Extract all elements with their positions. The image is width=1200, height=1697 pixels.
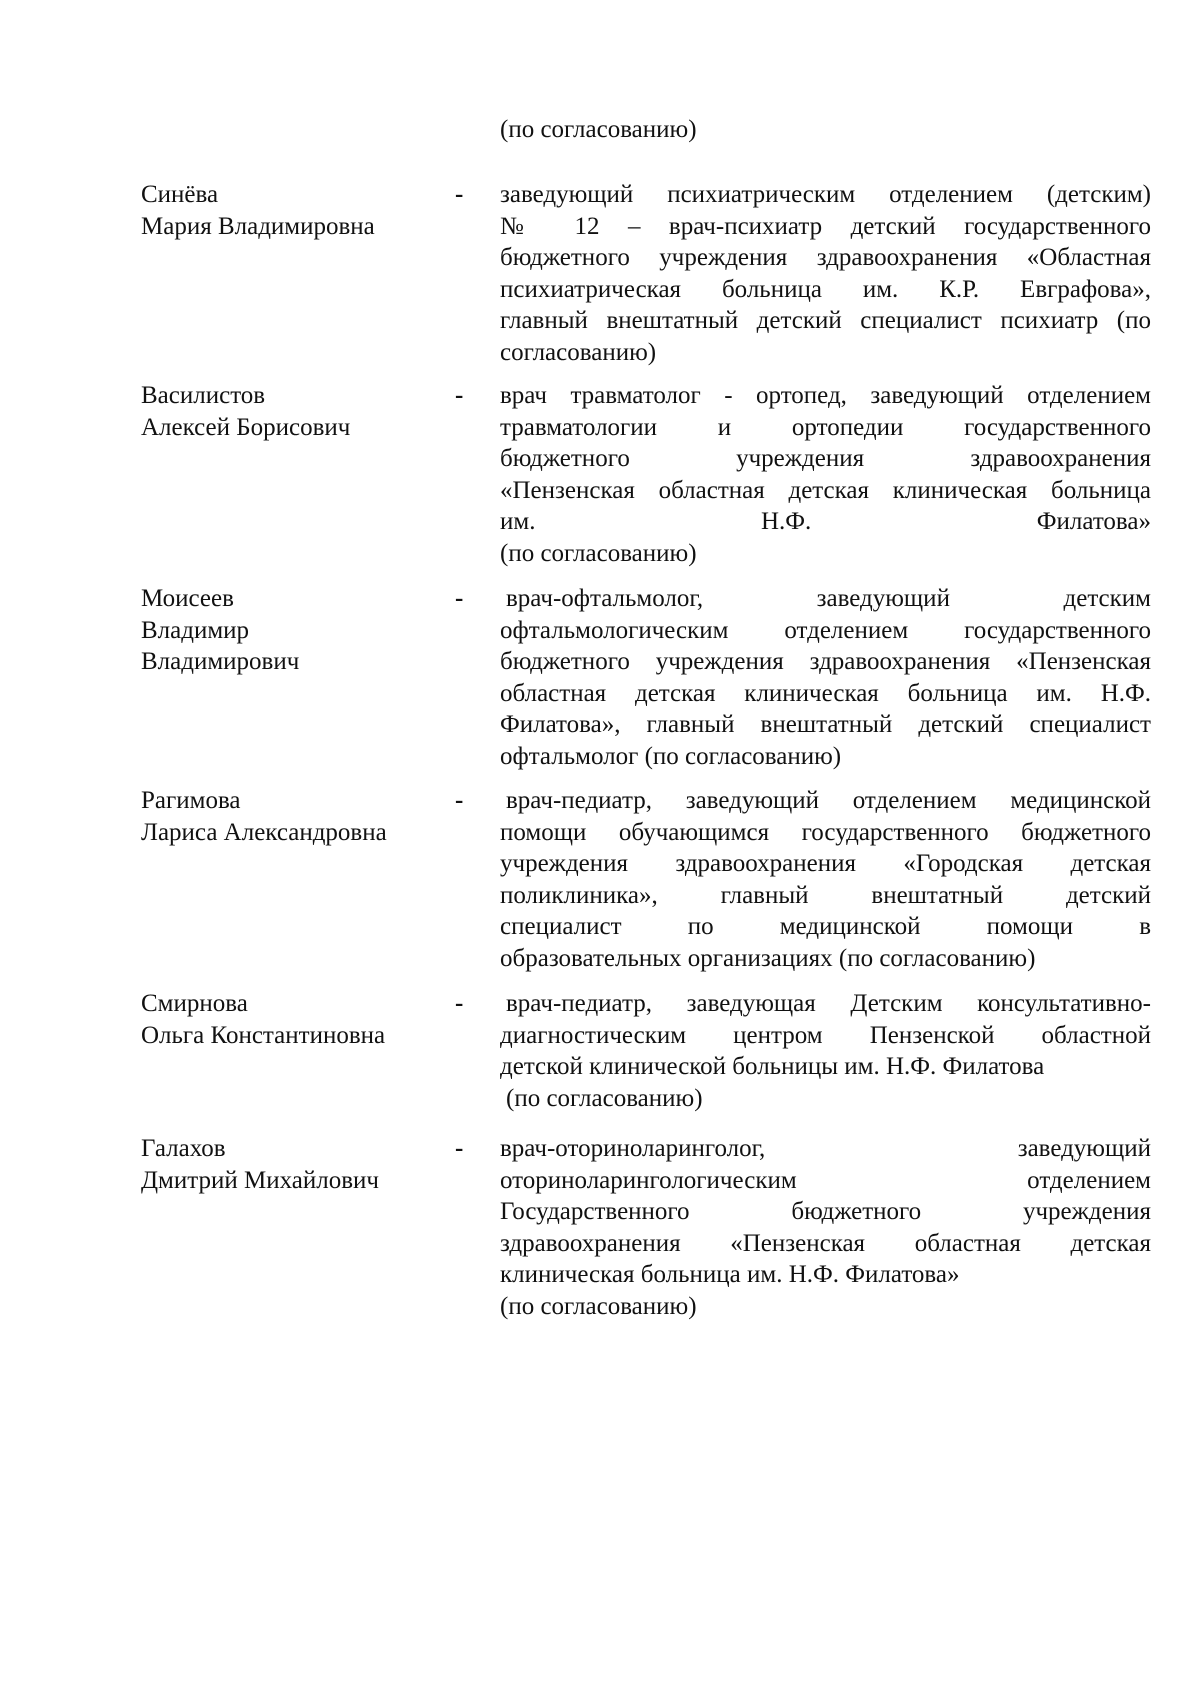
- separator-dash: -: [455, 787, 464, 814]
- member-given-name: Ольга Константиновна: [141, 1021, 386, 1049]
- position-line: здравоохранения «Пензенская областная детская: [500, 1229, 1151, 1257]
- position-line: врач-педиатр, заведующая Детским консультативно-: [506, 990, 1151, 1017]
- member-patronymic: Владимирович: [141, 648, 300, 675]
- separator-dash: -: [455, 1135, 464, 1162]
- position-line: Государственного бюджетного учреждения: [500, 1198, 1151, 1225]
- member-surname: Смирнова: [141, 990, 248, 1017]
- member-name: [141, 1133, 441, 1196]
- position-line: областная детская клиническая больница им. Н.Ф.: [500, 679, 1151, 707]
- member-position: [500, 988, 1151, 1114]
- member-given-name: Владимир: [141, 616, 250, 644]
- position-line: специалист по медицинской помощи в: [500, 913, 1151, 940]
- separator-dash: -: [455, 585, 464, 612]
- position-line: врач-офтальмолог, заведующий детским: [506, 585, 1151, 612]
- member-given-name: Дмитрий Михайлович: [141, 1166, 379, 1194]
- member-name: [141, 583, 441, 678]
- position-line: клиническая больница им. Н.Ф. Филатова»: [500, 1261, 960, 1288]
- member-name: [141, 380, 441, 443]
- member-given-name: Лариса Александровна: [141, 818, 387, 846]
- position-line: (по согласованию): [500, 539, 697, 567]
- position-line: (по согласованию): [500, 1292, 697, 1320]
- member-name: [141, 179, 441, 242]
- position-line: офтальмолог (по согласованию): [500, 742, 842, 770]
- member-given-name: Мария Владимировна: [141, 212, 375, 240]
- position-line: (по согласованию): [506, 1084, 703, 1112]
- member-surname: Рагимова: [141, 787, 241, 814]
- position-line: главный внештатный детский специалист психиатр (по: [500, 307, 1151, 334]
- position-line: врач-педиатр, заведующий отделением медицинской: [506, 787, 1151, 814]
- member-name: [141, 988, 441, 1051]
- position-line: врач травматолог - ортопед, заведующий отделением: [500, 382, 1151, 409]
- position-line: врач-оториноларинголог, заведующий: [500, 1135, 1151, 1162]
- position-line: № 12 – врач-психиатр детский государственного: [500, 212, 1151, 240]
- member-position: [500, 583, 1151, 772]
- member-position: [500, 1133, 1151, 1322]
- position-line: Филатова», главный внештатный детский специалист: [500, 711, 1151, 738]
- position-line: помощи обучающимся государственного бюджетного: [500, 818, 1151, 846]
- member-surname: Моисеев: [141, 585, 234, 612]
- position-line: согласованию): [500, 338, 657, 366]
- position-line: детской клинической больницы им. Н.Ф. Филатова: [500, 1053, 1045, 1080]
- position-line: бюджетного учреждения здравоохранения «Областная: [500, 244, 1151, 271]
- position-line: бюджетного учреждения здравоохранения: [500, 445, 1151, 472]
- separator-dash: -: [455, 181, 464, 208]
- member-surname: Галахов: [141, 1135, 226, 1162]
- position-line: оториноларингологическим отделением: [500, 1166, 1151, 1194]
- member-surname: Синёва: [141, 181, 219, 208]
- member-position: [500, 179, 1151, 368]
- position-line: «Пензенская областная детская клиническая больница: [500, 476, 1151, 504]
- position-line: травматологии и ортопедии государственного: [500, 413, 1151, 441]
- position-line: учреждения здравоохранения «Городская детская: [500, 850, 1151, 877]
- separator-dash: -: [455, 382, 464, 409]
- member-given-name: Алексей Борисович: [141, 413, 351, 441]
- position-line: заведующий психиатрическим отделением (детским): [500, 181, 1151, 208]
- position-line: образовательных организациях (по согласованию): [500, 944, 1036, 972]
- position-line: диагностическим центром Пензенской областной: [500, 1021, 1151, 1049]
- separator-dash: -: [455, 990, 464, 1017]
- member-position: [500, 785, 1151, 974]
- continuation-text: (по согласованию): [500, 116, 697, 143]
- position-line: психиатрическая больница им. К.Р. Евграфова»,: [500, 275, 1151, 303]
- position-line: бюджетного учреждения здравоохранения «Пензенская: [500, 648, 1151, 675]
- member-position: [500, 380, 1151, 569]
- position-line: поликлиника», главный внештатный детский: [500, 881, 1151, 909]
- position-line: офтальмологическим отделением государственного: [500, 616, 1151, 644]
- position-line: им. Н.Ф. Филатова»: [500, 508, 1151, 535]
- member-surname: Василистов: [141, 382, 266, 409]
- member-name: [141, 785, 441, 848]
